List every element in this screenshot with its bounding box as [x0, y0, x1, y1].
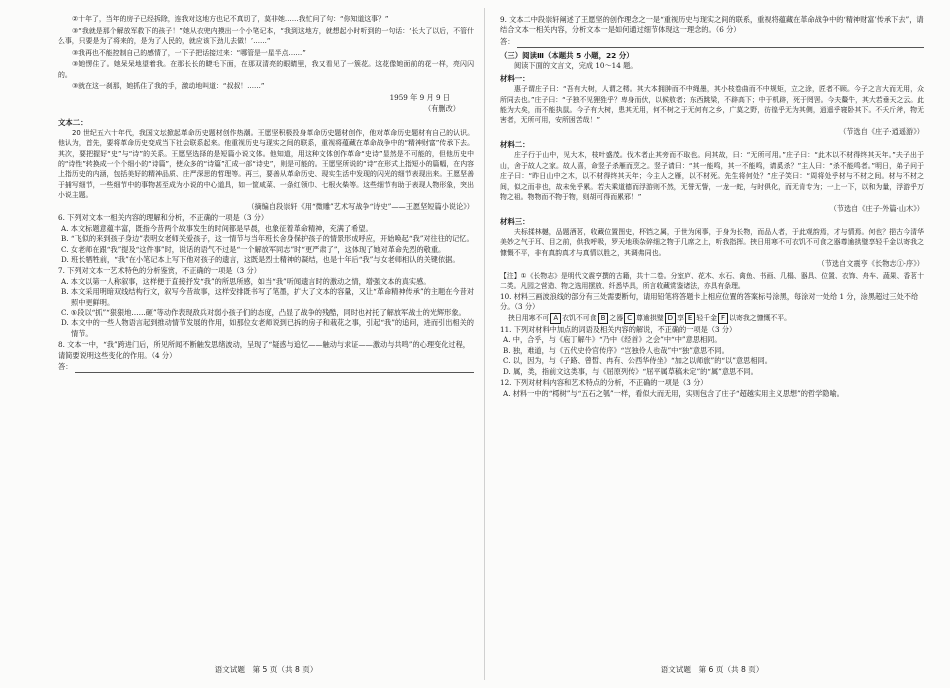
page-5-footer: 语文试题 第 5 页（共 8 页）	[214, 665, 318, 674]
question-6-option-a: A. 本文标题意蕴丰富，既指今昔两个故事发生的时间都是早晨，也象征着革命精神，充满了希望。	[61, 223, 373, 233]
question-6-option-b: B. “飞似的来到孩子身边”表明女老师关爱孩子，这一情节与当年班长舍身保护孩子的情景形成呼应，开始唤起“我”对往往的记忆。	[61, 234, 474, 244]
story-paragraph-3: ③我再也不能控制自己的感情了，一下子把话接过来：“哪管是一星半点……”	[72, 48, 306, 57]
text-two-title: 文本二：	[58, 117, 88, 127]
material-two-title: 材料二：	[500, 140, 530, 150]
material-one-source: （节选自《庄子·逍遥游》）	[839, 127, 924, 137]
material-one-text: 惠子谓庄子曰：“吾有大树，人谓之樗。其大本拥肿而不中绳墨，其小枝卷曲而不中规矩，立之涂，匠者不顾。今子之言大而无用，众所同去也。”庄子曰：“子独不见狸狌乎？卑身而伏，以候敖者；东西跳梁，不辟高下；中于机辟，死于罔罟。今夫斄牛，其大若垂天之云。此能为大矣，而不能执鼠。今子有大树，患其无用，何不树之于无何有之乡，广莫之野，彷徨乎无为其侧，逍遥乎寝卧其下。不夭斤斧，物无害者，无所可用，安所困苦哉！”	[500, 85, 924, 125]
page-5	[58, 14, 474, 674]
question-6-stem: 6. 下列对文本一相关内容的理解和分析，不正确的一项是（3 分）	[58, 213, 269, 223]
question-7-option-a: A. 本文以第一人称叙事，这样便于直接抒发“我”的所思所感，如当“我”听闻遗言时的激动之情，增强文本的真实感。	[61, 276, 431, 286]
break-marker-d[interactable]: D	[665, 313, 676, 324]
segment-text: 衣饥不可食	[562, 313, 597, 322]
break-marker-b[interactable]: B	[598, 313, 609, 324]
question-7-option-b: B. 本文采用明暗双线结构行文，叙写今昔故事，这样安排既书写了笔墨，扩大了文本的容量，又让“革命精神传承”的主题在今昔对照中更鲜明。	[61, 287, 474, 307]
text-two-source: （摘编自段崇轩《用“微雕”艺术写战争“诗史”——王愿坚短篇小说论》）	[247, 201, 474, 211]
answer-label: 答：	[58, 362, 73, 372]
segment-text: 之器	[609, 313, 624, 322]
break-marker-c[interactable]: C	[624, 313, 635, 324]
answer-underline	[75, 364, 474, 373]
question-6-option-c: C. 女老师在跟“我”提及“这件事”时，说话的语气不过是“一个解放军同志”时“更严肃了”，这体现了她对革命先烈的敬重。	[61, 244, 446, 254]
question-9-stem: 9. 文本二中段崇轩阐述了王愿坚的创作理念之一是“重视历史与现实之间的联系，重视将蕴藏在革命战争中的‘精神财富’传承下去”，请结合文本一相关内容，分析文本一是如何通过细节体现这一理念的。（6 分）	[500, 15, 924, 35]
question-7-option-d: D. 本文中的一些人物语言起到推动情节发展的作用，如那位女老师说到已拆的房子和栽花之事，引起“我”的追问，进而引出相关的情节。	[61, 318, 474, 338]
question-8-stem: 8. 文本一中，“我”跨进门后，所见所闻不断触发思绪波动，呈现了“疑惑与追忆——触动与求证——激动与共鸣”的心理变化过程，请简要说明这些变化的作用。（4 分）	[58, 340, 470, 360]
text-two-body: 20 世纪五六十年代，我国文坛掀起革命历史题材创作热潮。王愿坚积极投身革命历史题材创作，他对革命历史题材有自己的认识。他认为，首先，要将革命历史变成当下社会联系起来。他重视历史与现实之间的联系，重视将蕴藏在革命战争中的“精神财富”传承下去。其次，要把握好“史”与“诗”的关系。王愿坚选择的是短篇小说文体。他知道，用这种文体创作革命“史诗”显然是不可能的，但他历史中的“诗性”转换成一个个细小的“诗篇”，使众多的“诗篇”汇成一部“诗史”，则是可能的。王愿坚所说的“诗”在形式上指短小的篇幅，在内容上指历史的内涵，包括美好的精神品质、庄严深思的哲理等。再三，要善从革命历史、现实生活中发现的闪光的细节表现出来。王愿坚善于捕写细节，一些细节中的事物甚至成为小说的中心道具，如一筐咸菜、一条红领巾、七根火柴等。这些细节有助于表现人物形象，突出小说主题。	[58, 128, 474, 200]
question-11-option-d: D. 属，类，指前文这类事，与《屈原列传》“屈平属草稿未定”的“属”意思不同。	[503, 366, 758, 376]
answer-label: 答：	[500, 36, 515, 46]
break-marker-a[interactable]: A	[550, 313, 561, 324]
story-paragraph-5: ③就在这一刹那，她抓住了我的手，激动地叫道：“叔叔！……”	[72, 82, 265, 91]
material-three-source: （节选自文震亨《长物志①·序》）	[817, 259, 924, 269]
question-12-option-a: A. 材料一中的“樗树”与“五石之瓠”一样，看似大而无用，实则包含了庄子“超越实用主义思想”的哲学隐喻。	[503, 388, 844, 398]
story-paragraph-1: ②十年了，当年的房子已经拆除，连我对这地方也记不真切了，莫非她……我忙问了句：“你知道这事？”	[72, 15, 389, 23]
section-three-heading: （三）阅读Ⅲ（本题共 5 小题，22 分）	[500, 50, 634, 60]
segment-tail: 不平。	[770, 313, 792, 322]
question-12-stem: 12. 下列对材料内容和艺术特点的分析，不正确的一项是（3 分）	[500, 378, 708, 388]
page-6-footer: 语文试题 第 6 页（共 8 页）	[660, 665, 764, 674]
question-6-option-d: D. 班长牺牲前，“我”在小笔记本上写下他对孩子的遗言，这既是烈士精神的凝结，也是十年后“我”与女老师相认的关键依据。	[61, 255, 460, 265]
material-one-title: 材料一：	[500, 74, 530, 84]
page-6	[500, 14, 924, 674]
question-10-segment-line	[500, 313, 924, 324]
material-two-text: 庄子行于山中，见大木，枝叶盛茂。伐木者止其旁而不取也。问其故，曰：“无所可用。”庄子曰：“此木以不材得终其天年。”夫子出于山，舍于故人之家。故人喜，命竖子杀雁而烹之。竖子请曰：“其一能鸣，其一不能鸣，请奚杀？”主人曰：“杀不能鸣者。”明日，弟子问于庄子曰：“昨日山中之木，以不材得终其天年；今主人之雁，以不材死。先生将何处？”庄子笑曰：“周将处乎材与不材之间。材与不材之间，似之而非也，故未免乎累。若夫乘道德而浮游则不然，无誉无訾，一龙一蛇，与时俱化，而无肯专为；一上一下，以和为量，浮游乎万物之祖。物物而不物于物，则胡可得而累邪！”	[500, 151, 924, 202]
segment-text: 享	[677, 313, 684, 322]
break-marker-e[interactable]: E	[685, 313, 695, 324]
segment-text: 轻千金	[696, 313, 718, 322]
question-8-answer-line[interactable]	[58, 361, 474, 373]
abridged-note: （有删改）	[424, 104, 460, 114]
segment-text: 以寄我之慷慨	[729, 313, 771, 322]
question-9-answer-line[interactable]	[500, 36, 924, 48]
material-three-title: 材料三：	[500, 217, 530, 227]
question-10-stem: 10. 材料三画波浪线的部分有三处需要断句，请用铅笔将答题卡上相应位置的答案标号涂黑，每涂对一处给 1 分，涂黑超过三处不给分。（3 分）	[500, 292, 919, 312]
question-7-stem: 7. 下列对文本一艺术特色的分析鉴赏，不正确的一项是（3 分）	[58, 266, 261, 276]
story-paragraph-2: ③“我就是那个解放军救下的孩子！”她从衣兜内摸出一个小笔记本，“我到这地方，就想起小时听到的一句话：‘长大了以后，不管什么事，只要是为了将来的，是为了人民的，就应该下劲儿去做！’……”	[58, 26, 474, 45]
question-11-stem: 11. 下列对材料中加点的词语及相关内容的解说，不正确的一项是（3 分）	[500, 325, 737, 335]
story-date: 1959 年 9 月 9 日	[389, 92, 450, 102]
annotation-note: 【注】①《长物志》是明代文震亨撰的古籍，共十二卷。分室庐、花木、水石、禽鱼、书画、几榻、器具、位置、衣饰、舟车、蔬果、香茗十二类。凡园之营造、物之选用摆放、纤悉毕具，所言收藏赏鉴诸法，亦具有条理。	[500, 272, 924, 291]
break-marker-f[interactable]: F	[718, 313, 728, 324]
reading-instruction: 阅读下面的文言文，完成 10～14 题。	[514, 60, 638, 70]
segment-text: 挟日用寒不可	[508, 313, 550, 322]
question-11-option-a: A. 中，合乎，与《庖丁解牛》“乃中《经首》之会”中“中”意思相同。	[503, 335, 722, 345]
question-7-option-c: C. ⑤段以“抓”“狠狠地……砸”等动作表现敌兵对弱小孩子们的态度，凸显了战争的残酷，同时也衬托了解放军战士的光辉形象。	[61, 308, 466, 318]
material-two-source: （节选自《庄子·外篇·山木》）	[829, 203, 924, 213]
segment-text: 尊逾拱璧	[636, 313, 664, 322]
answer-underline	[517, 39, 924, 48]
question-11-option-b: B. 独，难道，与《五代史伶官传序》“岂独伶人也哉”中“独”意思不同。	[503, 345, 729, 355]
page-fold-divider	[484, 8, 485, 680]
question-11-option-c: C. 以，因为，与《子路、曾皙、冉有、公西华侍坐》“加之以师旅”的“以”意思相同。	[503, 356, 772, 366]
story-paragraph-4: ③她愣住了。她呆呆地望着我。在那长长的睫毛下面，在那双清亮的眼睛里，我又看见了一簇花。这花像她面前的花一样，亮闪闪的。	[58, 60, 474, 79]
material-three-text: 夫标揉林樾，品题酒茗，收藏位置图史，杯铛之属，于世为闲事，于身为长物，而品人者，于此观韵焉，才与情焉。何也？挹古今清华美妙之气于耳、目之前，供我呼吸，罗天地琐杂碎细之物于几席之上，听我指挥。挟日用寒不可衣饥不可食之器尊逾拱璧享轻千金以寄我之慷慨不平，非有真韵真才与真情以胜之，其调弗同也。	[500, 228, 924, 257]
